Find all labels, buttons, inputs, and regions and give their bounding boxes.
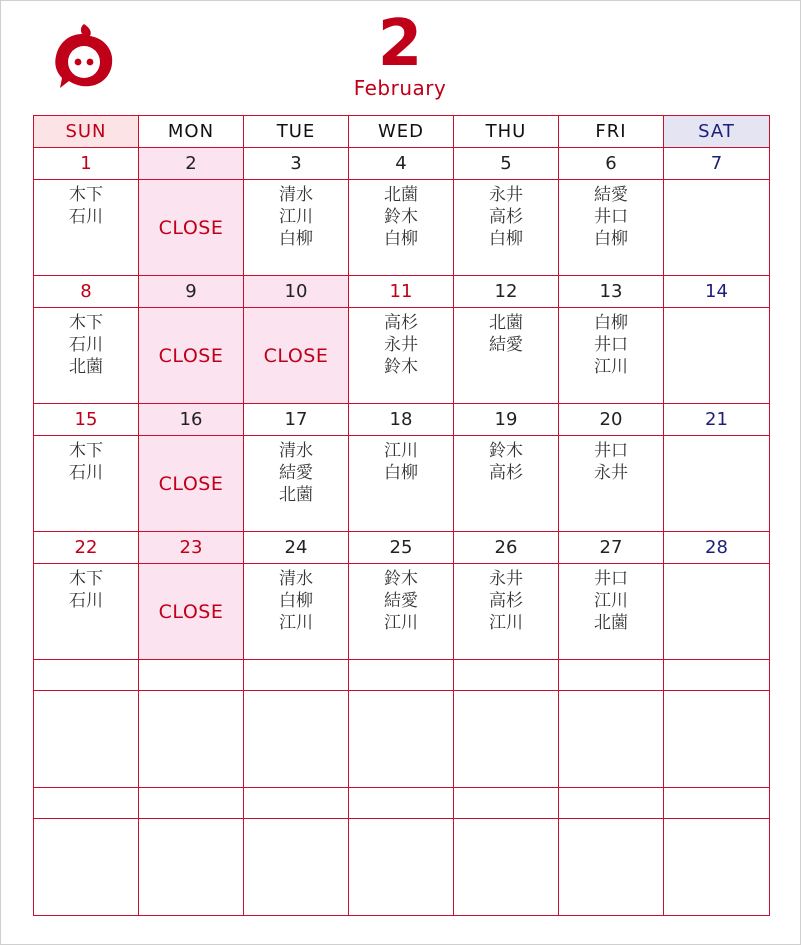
closed-day-cell [139,564,244,660]
month-name: February [353,76,447,100]
staff-name: 清水 [279,569,313,589]
date-number: 23 [139,532,244,564]
staff-name: 白柳 [594,313,628,333]
staff-name: 高杉 [489,591,523,611]
staff-schedule-cell [664,436,770,532]
close-label: CLOSE [158,344,224,367]
date-number: 16 [139,404,244,436]
staff-name: 江川 [279,613,313,633]
staff-name: 結愛 [594,185,628,205]
empty-cell [454,788,559,819]
week-date-row [34,404,770,436]
staff-name: 木下 [69,441,103,461]
staff-name: 結愛 [384,591,418,611]
weekday-tue: TUE [244,116,349,148]
empty-cell [244,691,349,788]
staff-name: 永井 [594,463,628,483]
empty-cell [139,660,244,691]
empty-cell [244,819,349,916]
staff-schedule-cell [349,564,454,660]
empty-cell [559,819,664,916]
empty-cell [559,660,664,691]
empty-cell [664,819,770,916]
close-label: CLOSE [158,216,224,239]
staff-names [559,308,663,378]
staff-names [664,180,769,184]
date-number: 6 [559,148,664,180]
staff-names [34,308,138,378]
staff-schedule-cell [664,180,770,276]
closed-day-cell [139,308,244,404]
staff-name: 高杉 [384,313,418,333]
weekday-fri: FRI [559,116,664,148]
staff-name: 井口 [594,441,628,461]
staff-names [454,180,558,250]
staff-names [664,564,769,568]
staff-name: 江川 [594,357,628,377]
staff-names [349,308,453,378]
staff-schedule-cell [34,180,139,276]
empty-cell [454,691,559,788]
empty-cell [454,660,559,691]
staff-name: 白柳 [279,229,313,249]
close-label: CLOSE [263,344,329,367]
staff-name: 清水 [279,441,313,461]
staff-schedule-cell [244,564,349,660]
date-number: 11 [349,276,454,308]
staff-schedule-cell [454,308,559,404]
staff-name: 木下 [69,313,103,333]
staff-names [349,180,453,250]
empty-cell [349,691,454,788]
staff-name: 鈴木 [384,357,418,377]
staff-names [244,436,348,506]
date-number: 1 [34,148,139,180]
date-number: 20 [559,404,664,436]
staff-name: 高杉 [489,463,523,483]
week-staff-row [34,564,770,660]
staff-name: 木下 [69,185,103,205]
empty-week-body-row [34,819,770,916]
staff-names [664,308,769,312]
staff-name: 北薗 [279,485,313,505]
staff-name: 鈴木 [489,441,523,461]
staff-schedule-cell [559,308,664,404]
staff-schedule-cell [244,180,349,276]
date-number: 18 [349,404,454,436]
staff-names [454,564,558,634]
empty-cell [34,691,139,788]
staff-schedule-cell [559,564,664,660]
staff-schedule-cell [559,436,664,532]
staff-names [454,436,558,484]
week-date-row [34,532,770,564]
staff-name: 永井 [489,569,523,589]
date-number: 2 [139,148,244,180]
empty-cell [34,788,139,819]
staff-names [454,308,558,356]
close-label: CLOSE [158,600,224,623]
staff-names [244,564,348,634]
close-label: CLOSE [158,472,224,495]
staff-names [349,436,453,484]
staff-name: 井口 [594,569,628,589]
date-number: 15 [34,404,139,436]
staff-name: 江川 [279,207,313,227]
date-number: 24 [244,532,349,564]
empty-cell [559,788,664,819]
staff-schedule-cell [454,436,559,532]
date-number: 17 [244,404,349,436]
staff-name: 北薗 [594,613,628,633]
empty-cell [244,660,349,691]
empty-week-number-row [34,660,770,691]
week-date-row [34,276,770,308]
date-number: 13 [559,276,664,308]
date-number: 7 [664,148,770,180]
staff-name: 清水 [279,185,313,205]
empty-cell [349,660,454,691]
empty-cell [664,788,770,819]
empty-cell [139,788,244,819]
staff-name: 江川 [489,613,523,633]
empty-cell [139,691,244,788]
staff-name: 江川 [384,613,418,633]
calendar-grid [33,115,770,916]
staff-name: 高杉 [489,207,523,227]
staff-name: 江川 [384,441,418,461]
staff-name: 石川 [69,335,103,355]
weekday-wed: WED [349,116,454,148]
date-number: 8 [34,276,139,308]
week-staff-row [34,180,770,276]
date-number: 25 [349,532,454,564]
week-date-row [34,148,770,180]
empty-cell [349,788,454,819]
staff-names [34,564,138,612]
staff-schedule-cell [34,436,139,532]
staff-schedule-cell [664,564,770,660]
staff-name: 結愛 [489,335,523,355]
date-number: 19 [454,404,559,436]
staff-schedule-cell [349,308,454,404]
empty-cell [664,660,770,691]
staff-name: 石川 [69,207,103,227]
staff-name: 鈴木 [384,207,418,227]
staff-schedule-cell [454,564,559,660]
staff-name: 石川 [69,591,103,611]
staff-name: 石川 [69,463,103,483]
staff-names [559,180,663,250]
weekday-sun: SUN [34,116,139,148]
staff-names [244,180,348,250]
staff-names [34,180,138,228]
staff-name: 白柳 [279,591,313,611]
staff-name: 北薗 [489,313,523,333]
staff-name: 白柳 [384,229,418,249]
staff-names [664,436,769,440]
staff-schedule-cell [559,180,664,276]
date-number: 4 [349,148,454,180]
date-number: 27 [559,532,664,564]
empty-cell [454,819,559,916]
weekday-sat: SAT [664,116,770,148]
staff-name: 井口 [594,207,628,227]
staff-name: 白柳 [489,229,523,249]
staff-schedule-cell [664,308,770,404]
staff-name: 結愛 [279,463,313,483]
staff-name: 鈴木 [384,569,418,589]
empty-cell [34,819,139,916]
staff-name: 木下 [69,569,103,589]
date-number: 21 [664,404,770,436]
staff-name: 永井 [384,335,418,355]
staff-schedule-cell [349,180,454,276]
month-number: 2 [377,7,423,81]
date-number: 28 [664,532,770,564]
staff-names [34,436,138,484]
date-number: 22 [34,532,139,564]
staff-name: 白柳 [384,463,418,483]
staff-schedule-cell [34,308,139,404]
closed-day-cell [139,180,244,276]
staff-schedule-cell [244,436,349,532]
staff-names [349,564,453,634]
empty-cell [139,819,244,916]
empty-cell [244,788,349,819]
staff-name: 江川 [594,591,628,611]
week-staff-row [34,436,770,532]
staff-name: 永井 [489,185,523,205]
staff-name: 井口 [594,335,628,355]
date-number: 26 [454,532,559,564]
closed-day-cell [244,308,349,404]
empty-week-body-row [34,691,770,788]
empty-week-number-row [34,788,770,819]
staff-schedule-cell [34,564,139,660]
empty-cell [34,660,139,691]
date-number: 3 [244,148,349,180]
date-number: 10 [244,276,349,308]
empty-cell [664,691,770,788]
staff-names [559,564,663,634]
staff-names [559,436,663,484]
date-number: 14 [664,276,770,308]
staff-schedule-cell [454,180,559,276]
staff-name: 白柳 [594,229,628,249]
face-logo-icon [52,20,116,92]
date-number: 12 [454,276,559,308]
week-staff-row [34,308,770,404]
weekday-thu: THU [454,116,559,148]
date-number: 9 [139,276,244,308]
date-number: 5 [454,148,559,180]
staff-name: 北薗 [384,185,418,205]
closed-day-cell [139,436,244,532]
empty-cell [349,819,454,916]
weekday-mon: MON [139,116,244,148]
staff-schedule-cell [349,436,454,532]
weekday-header-row [34,116,770,148]
empty-cell [559,691,664,788]
staff-name: 北薗 [69,357,103,377]
